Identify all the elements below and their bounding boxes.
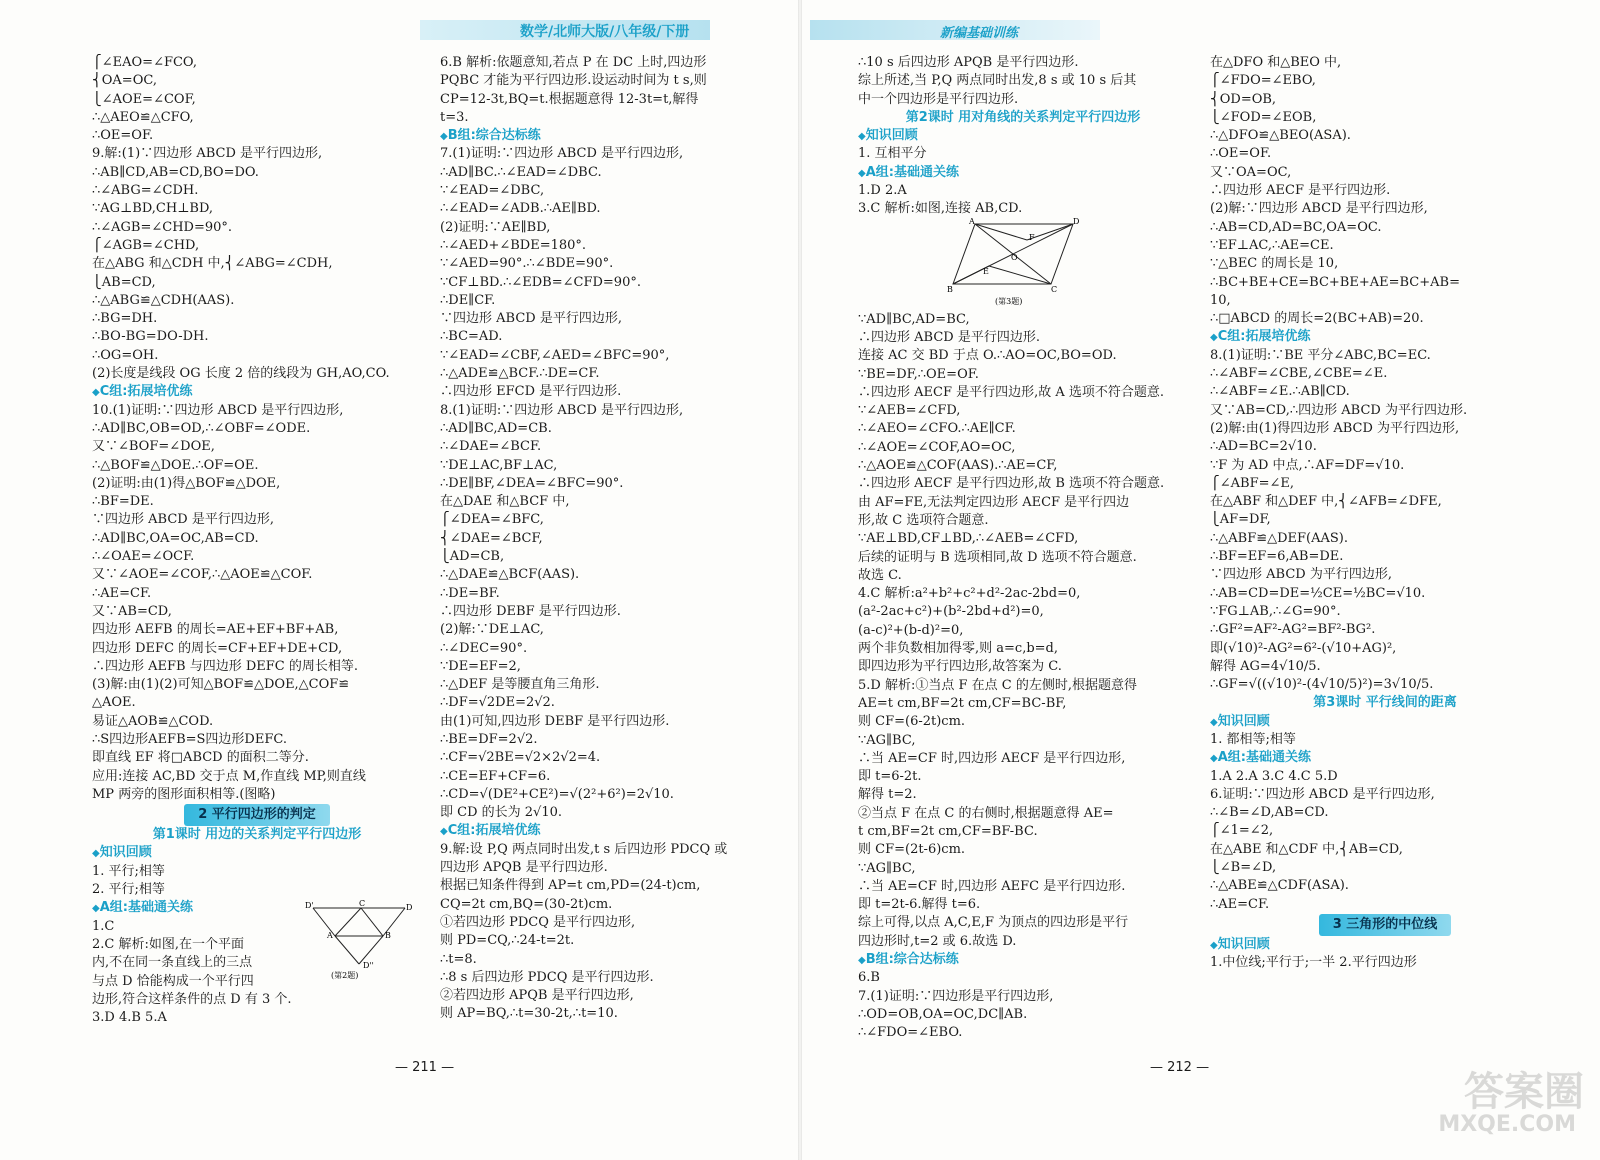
- text-line: ∵FG⊥AB,∴∠G=90°.: [1210, 603, 1341, 619]
- text-line: ⎧∠1=∠2,: [1210, 823, 1274, 839]
- text-line: 8.(1)证明:∵BE 平分∠ABC,BC=EC.: [1210, 347, 1431, 363]
- text-line: ∴8 s 后四边形 PDCQ 是平行四边形.: [440, 969, 654, 985]
- text-line: ∵△BEC 的周长是 10,: [1210, 256, 1339, 272]
- text-line: ∴DE∥BF,∠DEA=∠BFC=90°.: [440, 475, 624, 491]
- text-line: ∴△ADE≌△BCF.∴DE=CF.: [440, 366, 600, 382]
- text-line: 四边形 AEFB 的周长=AE+EF+BF+AB,: [92, 622, 339, 638]
- text-line: ∵DE=EF=2,: [440, 658, 521, 674]
- text-line: 8.(1)证明:∵四边形 ABCD 是平行四边形,: [440, 402, 684, 418]
- text-line: ∴四边形 AEFB 与四边形 DEFC 的周长相等.: [92, 658, 358, 674]
- text-line: ∴△BOF≌△DOE.∴OF=OE.: [92, 457, 259, 473]
- text-line: 四边形 DEFC 的周长=CF+EF+DE+CD,: [92, 640, 343, 656]
- text-line: (2)解:∵四边形 ABCD 是平行四边形,: [1210, 201, 1428, 217]
- text-line: ∵BE=DF,∴OE=OF.: [858, 366, 979, 382]
- text-line: 故选 C.: [858, 567, 902, 583]
- text-line: (a²-2ac+c²)+(b²-2bd+d²)=0,: [858, 604, 1044, 620]
- text-line: 又∵AB=CD,: [92, 603, 172, 619]
- column-2: [440, 54, 780, 1024]
- text-line: 10,: [1210, 292, 1231, 308]
- running-header-right: 新编基础训练: [940, 26, 1019, 41]
- text-line: 9.解:(1)∵四边形 ABCD 是平行四边形,: [92, 146, 323, 162]
- text-line: 6.B: [858, 970, 880, 986]
- text-line: ⎨∠DAE=∠BCF,: [440, 530, 543, 546]
- text-line: 即 t=2t-6.解得 t=6.: [858, 897, 981, 913]
- text-line: ∴△DFO≌△BEO(ASA).: [1210, 128, 1351, 144]
- text-line: 即四边形为平行四边形,故答案为 C.: [858, 659, 1062, 675]
- text-line: ∴BC+BE+CE=BC+BE+AE=BC+AB=: [1210, 274, 1460, 290]
- section-heading: 第2课时 用对角线的关系判定平行四边形: [905, 109, 1141, 125]
- text-line: ∴BF=DE.: [92, 494, 154, 510]
- text-line: ∴∠AEO=∠CFO.∴AE∥CF.: [858, 421, 1016, 437]
- text-line: ∵AG⊥BD,CH⊥BD,: [92, 201, 214, 217]
- text-line: ⎩AD=CB,: [440, 549, 505, 565]
- section-heading: ◆ 知识回顾: [1210, 936, 1560, 954]
- text-line: ∴AB=CD,AD=BC,OA=OC.: [1210, 219, 1382, 235]
- svg-text:A: A: [969, 218, 975, 226]
- text-line: 后续的证明与 B 选项相同,故 D 选项不符合题意.: [858, 549, 1137, 565]
- text-line: 在△ABF 和△DEF 中,⎨∠AFB=∠DFE,: [1210, 494, 1442, 510]
- text-line: ①若四边形 PDCQ 是平行四边形,: [440, 914, 636, 930]
- text-line: CP=12-3t,BQ=t.根据题意得 12-3t=t,解得: [440, 91, 699, 107]
- section-heading: ◆ A组:基础通关练: [92, 899, 422, 917]
- section-heading: ◆ C组:拓展培优练: [1210, 328, 1560, 346]
- text-line: ∴∠FDO=∠EBO.: [858, 1025, 963, 1041]
- text-line: ∴四边形 DEBF 是平行四边形.: [440, 603, 621, 619]
- text-line: ②若四边形 APQB 是平行四边形,: [440, 988, 634, 1004]
- text-line: ∴□ABCD 的周长=2(BC+AB)=20.: [1210, 311, 1424, 327]
- running-header-left: 数学/北师大版/八年级/下册: [520, 24, 690, 40]
- text-line: 即 CD 的长为 2√10.: [440, 805, 562, 821]
- text-line: ⎨OD=OB,: [1210, 91, 1277, 107]
- text-line: ⎧∠FDO=∠EBO,: [1210, 73, 1316, 89]
- text-line: ∵∠AED=90°.∴∠BDE=90°.: [440, 256, 614, 272]
- text-line: 10.(1)证明:∵四边形 ABCD 是平行四边形,: [92, 402, 344, 418]
- text-line: ∴DE=BF.: [440, 585, 500, 601]
- text-line: ⎧∠EAO=∠FCO,: [92, 55, 197, 70]
- text-line: ⎩AB=CD,: [92, 274, 156, 290]
- text-line: 则 CF=(6-2t)cm.: [858, 714, 966, 730]
- page-number-left: — 211 —: [395, 1060, 455, 1075]
- text-line: 由 AF=FE,无法判定四边形 AECF 是平行四边: [858, 494, 1130, 510]
- text-line: ∴GF²=AF²-AG²=BF²-BG².: [1210, 622, 1376, 638]
- page-number-right: — 212 —: [1150, 1060, 1210, 1075]
- section-heading: ◆ C组:拓展培优练: [92, 383, 422, 401]
- figure-q3-caption: (第3题): [995, 297, 1023, 306]
- watermark-url: MXQE.COM: [1438, 1112, 1576, 1137]
- text-line: 由(1)可知,四边形 DEBF 是平行四边形.: [440, 713, 670, 729]
- section-heading: ◆ A组:基础通关练: [1210, 749, 1560, 767]
- figure-q2-caption: (第2题): [331, 971, 359, 980]
- text-line: ∴GF=√((√10)²-(4√10/5)²)=3√10/5.: [1210, 677, 1434, 693]
- text-line: ∴∠EAD=∠ADB.∴AE∥BD.: [440, 201, 601, 217]
- svg-text:C: C: [1051, 285, 1058, 294]
- svg-text:D: D: [1073, 218, 1080, 226]
- text-line: ∴OG=OH.: [92, 347, 159, 363]
- text-line: 内,不在同一条直线上的三点: [92, 955, 253, 971]
- text-line: ∴四边形 AECF 是平行四边形.: [1210, 183, 1391, 199]
- text-line: 6.证明:∵四边形 ABCD 是平行四边形,: [1210, 786, 1435, 802]
- text-line: ∴AD∥BC,AD=CB.: [440, 420, 552, 436]
- text-line: 5.D 解析:①当点 F 在点 C 的左侧时,根据题意得: [858, 677, 1137, 693]
- section-heading: [1210, 914, 1560, 936]
- text-line: 7.(1)证明:∵四边形是平行四边形,: [858, 988, 1054, 1004]
- svg-text:A: A: [327, 931, 333, 940]
- text-line: ∵∠EAD=∠DBC,: [440, 183, 545, 199]
- text-line: ∴∠ABF=∠CBE,∠CBE=∠E.: [1210, 366, 1388, 382]
- text-line: ∴10 s 后四边形 APQB 是平行四边形.: [858, 55, 1079, 70]
- text-line: ∴∠OAE=∠OCF.: [92, 549, 195, 565]
- text-line: PQBC 才能为平行四边形.设运动时间为 t s,则: [440, 73, 707, 89]
- text-line: ∴△AOE≌△COF(AAS).∴AE=CF,: [858, 458, 1058, 474]
- text-line: ∵AD∥BC,AD=BC,: [858, 311, 970, 327]
- text-line: 1. 平行;相等: [92, 863, 165, 879]
- text-line: 则 PD=CQ,∴24-t=2t.: [440, 933, 575, 949]
- text-line: ∵四边形 ABCD 是平行四边形,: [440, 311, 622, 327]
- text-line: ⎧∠AGB=∠CHD,: [92, 237, 200, 253]
- page-spine: [798, 0, 802, 1160]
- section-banner: 2 平行四边形的判定: [184, 804, 330, 826]
- svg-text:C: C: [359, 900, 366, 908]
- text-line: ∴AE=CF.: [92, 585, 152, 601]
- text-line: ∴∠DAE=∠BCF.: [440, 439, 542, 455]
- text-line: ∴CE=EF+CF=6.: [440, 768, 551, 784]
- section-heading: ◆ 知识回顾: [92, 844, 422, 862]
- text-line: 又∵∠AOE=∠COF,∴△AOE≌△COF.: [92, 567, 313, 583]
- section-heading: ◆ B组:综合达标练: [440, 127, 780, 145]
- text-line: ∴AB=CD=DE=½CE=½BC=√10.: [1210, 585, 1426, 601]
- text-line: ∴AD∥BC.∴∠EAD=∠DBC.: [440, 164, 602, 180]
- text-line: ∴AD=BC=2√10.: [1210, 439, 1317, 455]
- text-line: ⎧∠DEA=∠BFC,: [440, 512, 544, 528]
- text-line: ∴∠AOE=∠COF,AO=OC,: [858, 439, 1016, 455]
- text-line: 根据已知条件得到 AP=t cm,PD=(24-t)cm,: [440, 878, 701, 894]
- text-line: ∴DE∥CF.: [440, 292, 496, 308]
- text-line: 3.D 4.B 5.A: [92, 1010, 167, 1026]
- text-line: 边形,符合这样条件的点 D 有 3 个.: [92, 991, 292, 1007]
- figure-q2: [305, 900, 415, 980]
- svg-text:B: B: [385, 931, 391, 940]
- text-line: ∵EF⊥AC,∴AE=CE.: [1210, 237, 1334, 253]
- text-line: ∵四边形 ABCD 为平行四边形,: [1210, 567, 1392, 583]
- text-line: 综上所述,当 P,Q 两点同时出发,8 s 或 10 s 后其: [858, 73, 1137, 89]
- text-line: 两个非负数相加得零,则 a=c,b=d,: [858, 641, 1058, 657]
- text-line: 4.C 解析:a²+b²+c²+d²-2ac-2bd=0,: [858, 586, 1081, 602]
- text-line: 1. 都相等;相等: [1210, 731, 1296, 747]
- text-line: 即直线 EF 将□ABCD 的面积二等分.: [92, 750, 309, 766]
- text-line: ⎩AF=DF,: [1210, 512, 1271, 528]
- text-line: ∴∠DEC=90°.: [440, 640, 528, 656]
- text-line: (a-c)²+(b-d)²=0,: [858, 622, 964, 638]
- text-line: 与点 D 恰能构成一个平行四: [92, 973, 254, 989]
- text-line: 在△ABG 和△CDH 中,⎨∠ABG=∠CDH,: [92, 256, 333, 272]
- svg-text:D': D': [305, 901, 314, 910]
- text-line: ∴DF=√2DE=2√2.: [440, 695, 555, 711]
- section-heading: ◆ A组:基础通关练: [858, 164, 1188, 182]
- text-line: ∴BG=DH.: [92, 311, 158, 327]
- text-line: 中一个四边形是平行四边形.: [858, 91, 1019, 107]
- text-line: ∴BC=AD.: [440, 329, 503, 345]
- text-line: ∵∠AEB=∠CFD,: [858, 403, 961, 419]
- text-line: ⎧∠ABF=∠E,: [1210, 475, 1295, 491]
- text-line: ∴BO-BG=DO-DH.: [92, 329, 209, 345]
- text-line: 连接 AC 交 BD 于点 O.∴AO=OC,BO=OD.: [858, 348, 1117, 364]
- text-line: ∴BE=DF=2√2.: [440, 731, 538, 747]
- text-line: 1.C: [92, 918, 115, 934]
- text-line: (2)解:∵DE⊥AC,: [440, 622, 544, 638]
- text-line: 即 t=6-2t.: [858, 769, 922, 785]
- text-line: 在△DAE 和△BCF 中,: [440, 494, 570, 510]
- text-line: ⎨OA=OC,: [92, 73, 157, 89]
- text-line: ∴∠B=∠D,AB=CD.: [1210, 805, 1329, 821]
- text-line: ∴CD=√(DE²+CE²)=√(2²+6²)=2√10.: [440, 786, 674, 802]
- text-line: t=3.: [440, 109, 469, 125]
- text-line: 2. 平行;相等: [92, 882, 165, 898]
- section-heading: ◆ B组:综合达标练: [858, 951, 1188, 969]
- svg-text:F: F: [1029, 233, 1035, 242]
- text-line: ∵AE⊥BD,CF⊥BD,∴∠AEB=∠CFD,: [858, 531, 1079, 547]
- text-line: 1. 互相平分: [858, 146, 927, 162]
- svg-text:D: D: [406, 903, 413, 912]
- text-line: 又∵AB=CD,∴四边形 ABCD 为平行四边形.: [1210, 402, 1468, 418]
- text-line: ∴AD∥BC,OA=OC,AB=CD.: [92, 530, 259, 546]
- text-line: ∵CF⊥BD.∴∠EDB=∠CFD=90°.: [440, 274, 641, 290]
- column-1: [92, 54, 422, 1027]
- text-line: 解得 t=2.: [858, 787, 917, 803]
- text-line: 解得 AG=4√10/5.: [1210, 658, 1321, 674]
- svg-text:B: B: [947, 285, 953, 294]
- text-line: ∵F 为 AD 中点,∴AF=DF=√10.: [1210, 457, 1405, 473]
- text-line: AE=t cm,BF=2t cm,CF=BC-BF,: [858, 695, 1067, 711]
- text-line: 四边形 APQB 是平行四边形.: [440, 860, 608, 876]
- section-banner: 3 三角形的中位线: [1319, 914, 1452, 936]
- text-line: ∴△DEF 是等腰直角三角形.: [440, 677, 600, 693]
- text-line: 9.解:设 P,Q 两点同时出发,t s 后四边形 PDCQ 或: [440, 841, 728, 857]
- text-line: 1.A 2.A 3.C 4.C 5.D: [1210, 768, 1338, 784]
- text-line: (2)证明:∵AE∥BD,: [440, 219, 551, 235]
- text-line: 又∵OA=OC,: [1210, 164, 1292, 180]
- text-line: ∴△DAE≌△BCF(AAS).: [440, 567, 580, 583]
- text-line: 形,故 C 选项符合题意.: [858, 512, 989, 528]
- text-line: ∴四边形 AECF 是平行四边形,故 B 选项不符合题意.: [858, 476, 1165, 492]
- text-line: ∵AG∥BC,: [858, 860, 916, 876]
- text-line: 1.D 2.A: [858, 183, 907, 199]
- section-heading: ◆ C组:拓展培优练: [440, 822, 780, 840]
- text-line: 2.C 解析:如图,在一个平面: [92, 936, 244, 952]
- text-line: 又∵∠BOF=∠DOE,: [92, 439, 215, 455]
- text-line: ∴△AEO≌△CFO,: [92, 109, 194, 125]
- text-line: t cm,BF=2t cm,CF=BF-BC.: [858, 823, 1038, 839]
- section-heading: 第1课时 用边的关系判定平行四边形: [152, 827, 362, 843]
- text-line: 在△DFO 和△BEO 中,: [1210, 55, 1342, 70]
- text-line: 7.(1)证明:∵四边形 ABCD 是平行四边形,: [440, 146, 684, 162]
- section-heading: ◆ 知识回顾: [858, 127, 1188, 145]
- text-line: ∴OE=OF.: [1210, 146, 1272, 162]
- text-line: (2)证明:由(1)得△BOF≌△DOE,: [92, 475, 281, 491]
- text-line: ∴∠AED+∠BDE=180°.: [440, 237, 587, 253]
- figure-q3: [945, 218, 1085, 308]
- text-line: ∴∠ABG=∠CDH.: [92, 183, 199, 199]
- text-line: CQ=2t cm,BQ=(30-2t)cm.: [440, 896, 613, 912]
- text-line: ∴AE=CF.: [1210, 896, 1270, 912]
- text-line: 在△ABE 和△CDF 中,⎨AB=CD,: [1210, 841, 1403, 857]
- text-line: ∴当 AE=CF 时,四边形 AECF 是平行四边形,: [858, 750, 1126, 766]
- text-line: ∴△ABG≌△CDH(AAS).: [92, 292, 235, 308]
- text-line: 即(√10)²-AG²=6²-(√10+AG)²,: [1210, 640, 1397, 656]
- text-line: 1.中位线;平行于;一半 2.平行四边形: [1210, 955, 1417, 971]
- text-line: ∴四边形 AECF 是平行四边形,故 A 选项不符合题意.: [858, 384, 1165, 400]
- text-line: 则 CF=(2t-6)cm.: [858, 842, 966, 858]
- text-line: 应用:连接 AC,BD 交于点 M,作直线 MP,则直线: [92, 768, 366, 784]
- text-line: ∵四边形 ABCD 是平行四边形,: [92, 512, 274, 528]
- section-heading: [92, 804, 422, 826]
- text-line: ∴CF=√2BE=√2×2√2=4.: [440, 750, 601, 766]
- text-line: ∴四边形 EFCD 是平行四边形.: [440, 384, 622, 400]
- text-line: △AOE.: [92, 695, 136, 711]
- svg-text:E: E: [983, 267, 989, 276]
- text-line: ②当点 F 在点 C 的右侧时,根据题意得 AE=: [858, 805, 1114, 821]
- text-line: ∴OD=OB,OA=OC,DC∥AB.: [858, 1006, 1028, 1022]
- text-line: ∴当 AE=CF 时,四边形 AEFC 是平行四边形.: [858, 878, 1126, 894]
- text-line: ∴AB∥CD,AB=CD,BO=DO.: [92, 164, 259, 180]
- text-line: ∴OE=OF.: [92, 128, 154, 144]
- text-line: 综上可得,以点 A,C,E,F 为顶点的四边形是平行: [858, 915, 1129, 931]
- text-line: ⎩∠B=∠D,: [1210, 860, 1277, 876]
- text-line: ∴AD∥BC,OB=OD,∴∠OBF=∠ODE.: [92, 420, 311, 436]
- text-line: (3)解:由(1)(2)可知△BOF≌△DOE,△COF≌: [92, 677, 350, 693]
- text-line: ∵DE⊥AC,BF⊥AC,: [440, 457, 558, 473]
- text-line: ∴四边形 ABCD 是平行四边形.: [858, 329, 1040, 345]
- text-line: ∴∠ABF=∠E.∴AB∥CD.: [1210, 384, 1350, 400]
- text-line: 6.B 解析:依题意知,若点 P 在 DC 上时,四边形: [440, 55, 707, 70]
- text-line: 则 AP=BQ,∴t=30-2t,∴t=10.: [440, 1006, 618, 1022]
- text-line: ∴S四边形AEFB=S四边形DEFC.: [92, 731, 287, 747]
- text-line: MP 两旁的图形面积相等.(图略): [92, 786, 276, 802]
- text-line: ⎩∠FOD=∠EOB,: [1210, 109, 1317, 125]
- text-line: 易证△AOB≌△COD.: [92, 713, 214, 729]
- text-line: ∴∠AGB=∠CHD=90°.: [92, 219, 233, 235]
- text-line: 四边形时,t=2 或 6.故选 D.: [858, 933, 1017, 949]
- text-line: ∴△ABE≌△CDF(ASA).: [1210, 878, 1349, 894]
- text-line: ∵∠EAD=∠CBF,∠AED=∠BFC=90°,: [440, 347, 670, 363]
- watermark-logo: 答案圈: [1464, 1069, 1584, 1115]
- section-heading: ◆ 知识回顾: [1210, 713, 1560, 731]
- text-line: ∵AG∥BC,: [858, 732, 916, 748]
- column-3: [858, 54, 1188, 1043]
- text-line: ∴t=8.: [440, 951, 477, 967]
- text-line: (2)长度是线段 OG 长度 2 倍的线段为 GH,AO,CO.: [92, 366, 390, 382]
- text-line: (2)解:由(1)得四边形 ABCD 为平行四边形,: [1210, 420, 1460, 436]
- text-line: ∴△ABF≌△DEF(AAS).: [1210, 530, 1349, 546]
- column-4: [1210, 54, 1560, 973]
- svg-text:O: O: [1011, 253, 1018, 262]
- section-heading: 第3课时 平行线间的距离: [1313, 695, 1457, 711]
- text-line: ⎩∠AOE=∠COF,: [92, 91, 196, 107]
- svg-text:D'': D'': [363, 961, 374, 970]
- text-line: ∴BF=EF=6,AB=DE.: [1210, 549, 1344, 565]
- text-line: 3.C 解析:如图,连接 AB,CD.: [858, 201, 1023, 217]
